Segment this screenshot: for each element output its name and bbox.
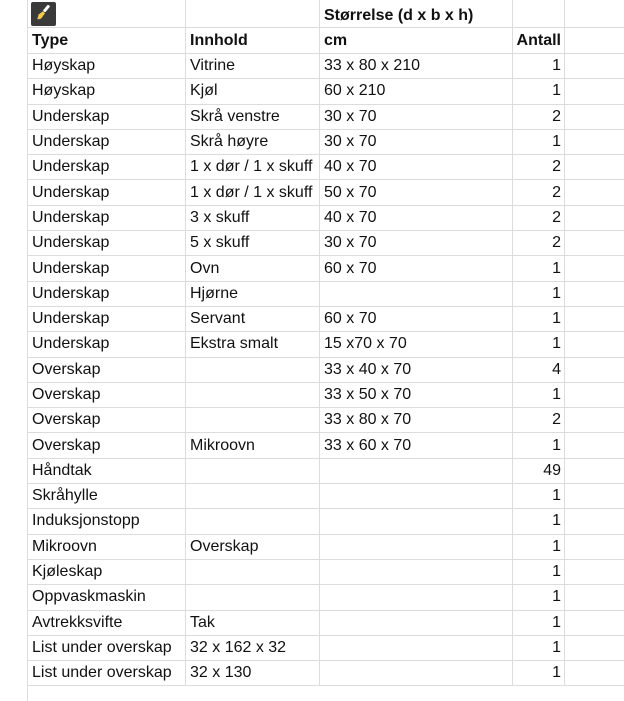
cell-type[interactable]: Underskap: [28, 282, 186, 307]
cell-storrelse[interactable]: 33 x 50 x 70: [320, 383, 513, 408]
cell-type[interactable]: Mikroovn: [28, 535, 186, 560]
cell-empty[interactable]: [565, 180, 624, 205]
cell-innhold[interactable]: Vitrine: [186, 54, 320, 79]
cell-empty[interactable]: [565, 105, 624, 130]
header-cell[interactable]: [186, 0, 320, 28]
cell-empty[interactable]: [565, 459, 624, 484]
cell-storrelse[interactable]: [320, 484, 513, 509]
cell-type[interactable]: Underskap: [28, 256, 186, 281]
cell-innhold[interactable]: 5 x skuff: [186, 231, 320, 256]
cell-storrelse[interactable]: 15 x70 x 70: [320, 332, 513, 357]
cell-antall[interactable]: 2: [513, 206, 565, 231]
cell-storrelse[interactable]: [320, 585, 513, 610]
cell-antall[interactable]: 1: [513, 661, 565, 686]
cell-antall[interactable]: 1: [513, 307, 565, 332]
cell-empty[interactable]: [565, 282, 624, 307]
cell-empty[interactable]: [565, 636, 624, 661]
cell-storrelse[interactable]: 33 x 80 x 210: [320, 54, 513, 79]
cell-empty[interactable]: [565, 155, 624, 180]
cell-innhold[interactable]: [186, 585, 320, 610]
cell-empty[interactable]: [565, 585, 624, 610]
cell-empty[interactable]: [565, 433, 624, 458]
cell-empty[interactable]: [565, 509, 624, 534]
header-antall[interactable]: Antall: [513, 28, 565, 54]
cell-storrelse[interactable]: [320, 636, 513, 661]
cell-empty[interactable]: [565, 54, 624, 79]
cell-empty[interactable]: [565, 383, 624, 408]
cell-storrelse[interactable]: 30 x 70: [320, 130, 513, 155]
cell-storrelse[interactable]: 30 x 70: [320, 105, 513, 130]
cell-innhold[interactable]: 3 x skuff: [186, 206, 320, 231]
cell-antall[interactable]: 1: [513, 256, 565, 281]
cell-antall[interactable]: 2: [513, 231, 565, 256]
cell-antall[interactable]: 2: [513, 105, 565, 130]
cell-antall[interactable]: 1: [513, 585, 565, 610]
cell-innhold[interactable]: 1 x dør / 1 x skuff: [186, 180, 320, 205]
cell-storrelse[interactable]: [320, 661, 513, 686]
cell-storrelse[interactable]: 33 x 40 x 70: [320, 358, 513, 383]
cell-empty[interactable]: [565, 256, 624, 281]
cell-type[interactable]: List under overskap: [28, 636, 186, 661]
cell-storrelse[interactable]: [320, 459, 513, 484]
cell-empty[interactable]: [565, 130, 624, 155]
header-cell[interactable]: Størrelse (d x b x h): [320, 0, 513, 28]
cell-innhold[interactable]: Ovn: [186, 256, 320, 281]
cell-type[interactable]: Overskap: [28, 433, 186, 458]
cell-storrelse[interactable]: 33 x 60 x 70: [320, 433, 513, 458]
header-cell[interactable]: [565, 0, 624, 28]
column-a-stub[interactable]: [0, 0, 28, 701]
cell-storrelse[interactable]: 60 x 70: [320, 307, 513, 332]
cell-empty[interactable]: [565, 231, 624, 256]
cell-type[interactable]: Underskap: [28, 307, 186, 332]
cell-type[interactable]: Overskap: [28, 408, 186, 433]
cell-antall[interactable]: 1: [513, 560, 565, 585]
cell-innhold[interactable]: Overskap: [186, 535, 320, 560]
cell-antall[interactable]: 2: [513, 408, 565, 433]
cell-type[interactable]: Høyskap: [28, 79, 186, 104]
cell-type[interactable]: Underskap: [28, 105, 186, 130]
cell-storrelse[interactable]: 33 x 80 x 70: [320, 408, 513, 433]
cell-type[interactable]: List under overskap: [28, 661, 186, 686]
cell-innhold[interactable]: [186, 358, 320, 383]
cell-type[interactable]: Skråhylle: [28, 484, 186, 509]
cell-empty[interactable]: [565, 484, 624, 509]
header-empty[interactable]: [565, 28, 624, 54]
cell-antall[interactable]: 1: [513, 130, 565, 155]
cell-empty[interactable]: [565, 408, 624, 433]
cell-storrelse[interactable]: [320, 560, 513, 585]
cell-storrelse[interactable]: [320, 535, 513, 560]
cell-storrelse[interactable]: [320, 282, 513, 307]
cell-type[interactable]: Håndtak: [28, 459, 186, 484]
cell-storrelse[interactable]: 40 x 70: [320, 155, 513, 180]
cell-antall[interactable]: 2: [513, 155, 565, 180]
cell-antall[interactable]: 1: [513, 79, 565, 104]
cell-antall[interactable]: 1: [513, 509, 565, 534]
cell-type[interactable]: Oppvaskmaskin: [28, 585, 186, 610]
cell-storrelse[interactable]: [320, 509, 513, 534]
cell-antall[interactable]: 1: [513, 535, 565, 560]
cell-type[interactable]: Induksjonstopp: [28, 509, 186, 534]
cell-innhold[interactable]: 1 x dør / 1 x skuff: [186, 155, 320, 180]
cell-type[interactable]: Underskap: [28, 130, 186, 155]
cell-innhold[interactable]: Kjøl: [186, 79, 320, 104]
cell-type[interactable]: Overskap: [28, 358, 186, 383]
cell-type[interactable]: Overskap: [28, 383, 186, 408]
cell-innhold[interactable]: Skrå høyre: [186, 130, 320, 155]
cell-empty[interactable]: [565, 358, 624, 383]
cell-storrelse[interactable]: 60 x 210: [320, 79, 513, 104]
cell-storrelse[interactable]: 40 x 70: [320, 206, 513, 231]
cell-antall[interactable]: 1: [513, 332, 565, 357]
cell-antall[interactable]: 49: [513, 459, 565, 484]
cell-antall[interactable]: 1: [513, 611, 565, 636]
cell-type[interactable]: Underskap: [28, 231, 186, 256]
header-type[interactable]: Type: [28, 28, 186, 54]
cell-storrelse[interactable]: 30 x 70: [320, 231, 513, 256]
cell-type[interactable]: Underskap: [28, 180, 186, 205]
cell-innhold[interactable]: [186, 459, 320, 484]
cell-antall[interactable]: 1: [513, 636, 565, 661]
cell-antall[interactable]: 1: [513, 383, 565, 408]
cell-innhold[interactable]: [186, 408, 320, 433]
cell-innhold[interactable]: 32 x 162 x 32: [186, 636, 320, 661]
cell-innhold[interactable]: [186, 560, 320, 585]
cell-antall[interactable]: 1: [513, 54, 565, 79]
cell-type[interactable]: Avtrekksvifte: [28, 611, 186, 636]
cell-empty[interactable]: [565, 79, 624, 104]
cell-innhold[interactable]: Hjørne: [186, 282, 320, 307]
header-storrelse-unit[interactable]: cm: [320, 28, 513, 54]
cell-antall[interactable]: 1: [513, 484, 565, 509]
cell-empty[interactable]: [565, 611, 624, 636]
data-grid: [28, 0, 624, 686]
cell-empty[interactable]: [565, 661, 624, 686]
header-innhold[interactable]: Innhold: [186, 28, 320, 54]
cell-innhold[interactable]: [186, 383, 320, 408]
cell-type[interactable]: Kjøleskap: [28, 560, 186, 585]
header-cell[interactable]: [28, 0, 186, 28]
cell-storrelse[interactable]: [320, 611, 513, 636]
cell-empty[interactable]: [565, 535, 624, 560]
cell-type[interactable]: Underskap: [28, 206, 186, 231]
cell-innhold[interactable]: Servant: [186, 307, 320, 332]
header-cell[interactable]: [513, 0, 565, 28]
cell-empty[interactable]: [565, 560, 624, 585]
cell-type[interactable]: Høyskap: [28, 54, 186, 79]
cell-storrelse[interactable]: 50 x 70: [320, 180, 513, 205]
cell-innhold[interactable]: Tak: [186, 611, 320, 636]
cell-empty[interactable]: [565, 206, 624, 231]
cell-empty[interactable]: [565, 307, 624, 332]
cell-antall[interactable]: 2: [513, 180, 565, 205]
cell-type[interactable]: Underskap: [28, 155, 186, 180]
cell-type[interactable]: Underskap: [28, 332, 186, 357]
cell-innhold[interactable]: Ekstra smalt: [186, 332, 320, 357]
cell-antall[interactable]: 1: [513, 282, 565, 307]
cell-innhold[interactable]: Skrå venstre: [186, 105, 320, 130]
cell-innhold[interactable]: [186, 484, 320, 509]
cell-empty[interactable]: [565, 332, 624, 357]
cell-innhold[interactable]: [186, 509, 320, 534]
cell-antall[interactable]: 1: [513, 433, 565, 458]
cell-innhold[interactable]: Mikroovn: [186, 433, 320, 458]
cell-innhold[interactable]: 32 x 130: [186, 661, 320, 686]
cell-antall[interactable]: 4: [513, 358, 565, 383]
cell-storrelse[interactable]: 60 x 70: [320, 256, 513, 281]
